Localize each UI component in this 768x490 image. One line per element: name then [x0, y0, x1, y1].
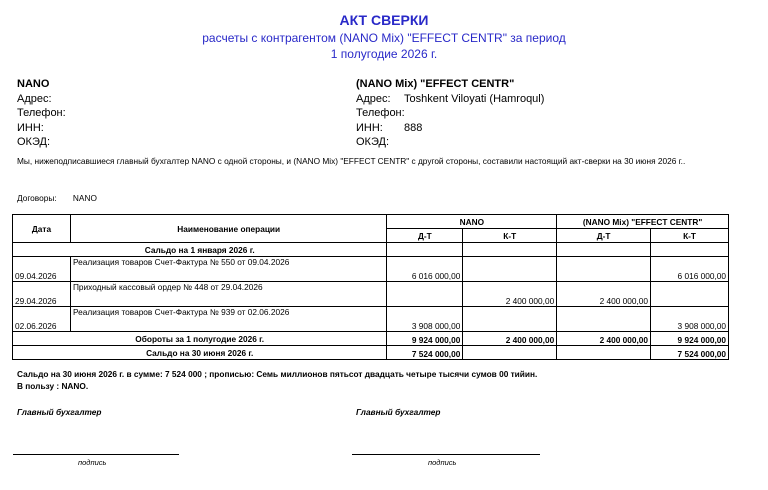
- row-left-debit: 6 016 000,00: [387, 257, 463, 282]
- reconciliation-table: [12, 214, 729, 360]
- right-address-value: Toshkent Viloyati (Hamroqul): [404, 92, 545, 105]
- col-date-header: Дата: [13, 215, 71, 243]
- act-period: 1 полугодие 2026 г.: [330, 47, 438, 61]
- row-right-debit: 2 400 000,00: [557, 282, 651, 307]
- statement-text: Мы, нижеподписавшиеся главный бухгалтер NANO с одной стороны, и (NANO Mix) "EFFECT CENTR" с другой стороны, составили настоящий акт-сверки на 30 июня 2026 г..: [17, 156, 686, 166]
- right-signature-line: [352, 454, 540, 455]
- left-address-label: Адрес:: [17, 92, 52, 105]
- contracts-label: Договоры:: [17, 193, 57, 203]
- row-left-credit: 2 400 000,00: [463, 282, 557, 307]
- turnover-right-credit: 9 924 000,00: [651, 332, 729, 346]
- turnover-row: [13, 332, 729, 346]
- right-debit-header: Д-Т: [557, 229, 651, 243]
- col-operation-header: Наименование операции: [70, 215, 386, 243]
- right-address-label: Адрес:: [356, 92, 391, 105]
- contracts-line: [17, 193, 97, 203]
- row-left-credit: [463, 307, 557, 332]
- summary-block: [17, 368, 537, 392]
- row-right-credit: [651, 282, 729, 307]
- table-row: [13, 257, 729, 282]
- row-date: 09.04.2026: [13, 257, 71, 282]
- closing-right-debit: [557, 346, 651, 360]
- left-inn-label: ИНН:: [17, 121, 44, 134]
- row-operation: Реализация товаров Счет-Фактура № 939 от 02.06.2026: [70, 307, 386, 332]
- closing-right-credit: 7 524 000,00: [651, 346, 729, 360]
- right-signature-caption: подпись: [428, 458, 457, 467]
- act-subtitle: расчеты с контрагентом (NANO Mix) "EFFECT CENTR" за период: [202, 31, 566, 45]
- row-right-debit: [557, 257, 651, 282]
- closing-left-debit: 7 524 000,00: [387, 346, 463, 360]
- row-operation: Приходный кассовый ордер № 448 от 29.04.2026: [70, 282, 386, 307]
- row-right-credit: 6 016 000,00: [651, 257, 729, 282]
- table-row: [13, 307, 729, 332]
- row-right-debit: [557, 307, 651, 332]
- row-date: 02.06.2026: [13, 307, 71, 332]
- right-phone-label: Телефон:: [356, 107, 405, 120]
- left-oked-label: ОКЭД:: [17, 136, 51, 149]
- row-operation: Реализация товаров Счет-Фактура № 550 от 09.04.2026: [70, 257, 386, 282]
- right-oked-label: ОКЭД:: [356, 136, 390, 149]
- group-right-header: (NANO Mix) "EFFECT CENTR": [557, 215, 729, 229]
- left-party-block: [17, 77, 66, 150]
- left-signature-title: Главный бухгалтер: [17, 407, 102, 417]
- group-left-header: NANO: [387, 215, 557, 229]
- right-inn-label: ИНН:: [356, 121, 383, 134]
- act-title: АКТ СВЕРКИ: [339, 12, 429, 28]
- contracts-value: NANO: [72, 193, 97, 203]
- right-credit-header: К-Т: [651, 229, 729, 243]
- right-inn-value: 888: [404, 121, 423, 134]
- right-party-name: (NANO Mix) "EFFECT CENTR": [356, 78, 515, 90]
- closing-row: [13, 346, 729, 360]
- turnover-left-debit: 9 924 000,00: [387, 332, 463, 346]
- right-party-block: [356, 77, 544, 150]
- row-left-debit: [387, 282, 463, 307]
- summary-balance: Сальдо на 30 июня 2026 г. в сумме: 7 524 000 ; прописью: Семь миллионов пятьсот двадцать четыре тысячи сумов 00 тийин.: [17, 369, 538, 379]
- left-party-name: NANO: [17, 78, 50, 90]
- left-debit-header: Д-Т: [387, 229, 463, 243]
- row-left-debit: 3 908 000,00: [387, 307, 463, 332]
- right-signature-title: Главный бухгалтер: [356, 407, 441, 417]
- left-credit-header: К-Т: [463, 229, 557, 243]
- turnover-right-debit: 2 400 000,00: [557, 332, 651, 346]
- row-right-credit: 3 908 000,00: [651, 307, 729, 332]
- left-signature-caption: подпись: [78, 458, 107, 467]
- turnover-left-credit: 2 400 000,00: [463, 332, 557, 346]
- table-row: [13, 282, 729, 307]
- left-phone-label: Телефон:: [17, 107, 66, 120]
- closing-left-credit: [463, 346, 557, 360]
- left-signature-line: [13, 454, 179, 455]
- closing-label: Сальдо на 30 июня 2026 г.: [13, 346, 387, 360]
- row-left-credit: [463, 257, 557, 282]
- opening-balance-label: Сальдо на 1 января 2026 г.: [13, 243, 387, 257]
- summary-in-favor: В пользу : NANO.: [17, 381, 89, 391]
- turnover-label: Обороты за 1 полугодие 2026 г.: [13, 332, 387, 346]
- row-date: 29.04.2026: [13, 282, 71, 307]
